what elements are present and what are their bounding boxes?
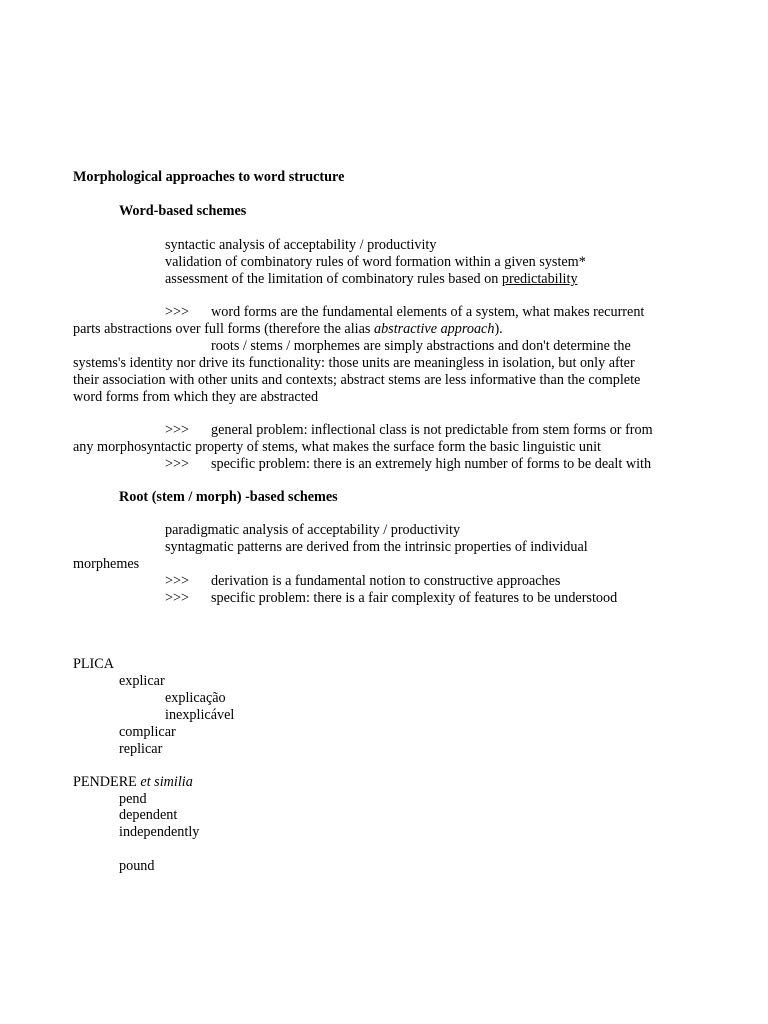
word-based-paragraph-2-line-3: their association with other units and contexts; abstract stems are less informative than the complete	[73, 372, 641, 388]
word-based-point-1: syntactic analysis of acceptability / productivity	[165, 237, 437, 253]
plica-explicar: explicar	[119, 673, 165, 689]
paragraph-1-text: word forms are the fundamental elements of a system, what makes recurrent	[211, 304, 645, 320]
word-based-point-3	[165, 271, 578, 288]
word-based-paragraph-2-line-2: systems's identity nor drive its functionality: those units are meaningless in isolation, but only after	[73, 355, 635, 371]
predictability-underlined: predictability	[501, 271, 578, 287]
root-based-point-2-line-1: syntagmatic patterns are derived from the intrinsic properties of individual	[165, 539, 588, 555]
general-problem-line-1	[165, 422, 653, 439]
abstractive-approach-italic: abstractive approach	[373, 321, 495, 337]
plica-explicacao: explicação	[165, 690, 226, 706]
general-problem-text: general problem: inflectional class is not predictable from stem forms or from	[211, 422, 653, 438]
specific-problem-text: specific problem: there is an extremely high number of forms to be dealt with	[211, 456, 652, 472]
arrow-marker: >>>	[165, 304, 190, 320]
plica-replicar: replicar	[119, 741, 163, 757]
arrow-marker: >>>	[165, 573, 190, 589]
et-similia-italic: et similia	[140, 774, 193, 790]
word-based-paragraph-2-line-1: roots / stems / morphemes are simply abstractions and don't determine the	[211, 338, 631, 354]
word-based-paragraph-1-line-2	[73, 321, 503, 338]
pendere-pend: pend	[119, 791, 147, 807]
root-based-heading: Root (stem / morph) -based schemes	[119, 489, 338, 505]
point-3-text: assessment of the limitation of combinatory rules based on	[165, 271, 502, 287]
arrow-marker: >>>	[165, 456, 190, 472]
word-based-heading: Word-based schemes	[119, 203, 247, 219]
plica-inexplicavel: inexplicável	[165, 707, 235, 723]
word-based-paragraph-2-line-4: word forms from which they are abstracted	[73, 389, 319, 405]
word-based-point-2: validation of combinatory rules of word formation within a given system*	[165, 254, 586, 270]
arrow-marker: >>>	[165, 590, 190, 606]
pendere-dependent: dependent	[119, 807, 178, 823]
document-title: Morphological approaches to word structure	[73, 169, 345, 185]
pendere-root	[73, 774, 193, 791]
plica-root: PLICA	[73, 656, 114, 672]
pendere-root-text: PENDERE	[73, 774, 137, 790]
pendere-independently: independently	[119, 824, 200, 840]
paragraph-1-line-2-suffix: ).	[494, 321, 503, 337]
root-based-specific-problem	[165, 590, 617, 607]
plica-complicar: complicar	[119, 724, 176, 740]
root-specific-problem-text: specific problem: there is a fair complexity of features to be understood	[211, 590, 618, 606]
root-based-point-1: paradigmatic analysis of acceptability / productivity	[165, 522, 461, 538]
word-based-specific-problem	[165, 456, 651, 473]
root-based-point-2-line-2: morphemes	[73, 556, 140, 572]
word-based-paragraph-1-line-1	[165, 304, 644, 321]
paragraph-1-line-2-prefix: parts abstractions over full forms (therefore the alias	[73, 321, 374, 337]
pendere-pound: pound	[119, 858, 155, 874]
root-based-derivation	[165, 573, 560, 590]
arrow-marker: >>>	[165, 422, 190, 438]
derivation-text: derivation is a fundamental notion to constructive approaches	[211, 573, 561, 589]
general-problem-line-2: any morphosyntactic property of stems, what makes the surface form the basic linguistic unit	[73, 439, 601, 455]
